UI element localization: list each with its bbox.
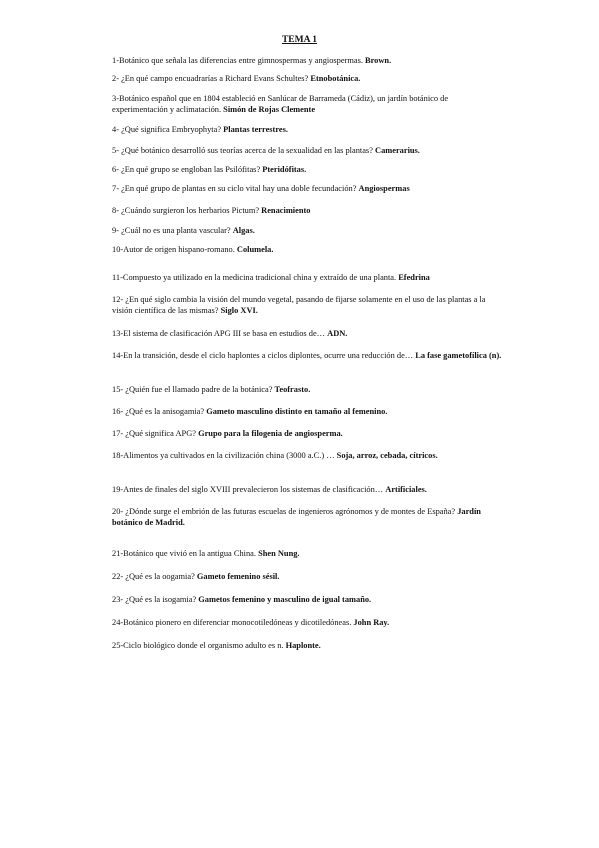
question-item	[112, 145, 502, 156]
answer-text: Siglo XVI.	[220, 306, 258, 315]
question-text: 2- ¿En qué campo encuadrarías a Richard Evans Schultes?	[112, 74, 309, 83]
question-text: 4- ¿Qué significa Embryophyta?	[112, 125, 222, 134]
question-item	[112, 225, 502, 236]
question-item	[112, 205, 502, 216]
question-item	[112, 244, 502, 255]
question-text: 5- ¿Qué botánico desarrolló sus teorías acerca de la sexualidad en las plantas?	[112, 146, 373, 155]
question-item	[112, 594, 507, 605]
question-item	[112, 384, 507, 395]
question-text: 14-En la transición, desde el ciclo haplontes a ciclos diplontes, ocurre una reducción de…	[112, 351, 414, 360]
question-item	[112, 548, 507, 559]
question-item	[112, 428, 507, 439]
answer-text: Algas.	[232, 226, 255, 235]
answer-text: Jardín botánico de Madrid.	[112, 507, 481, 527]
question-text: 7- ¿En qué grupo de plantas en su ciclo vital hay una doble fecundación?	[112, 184, 357, 193]
answer-text: Angiospermas	[358, 184, 410, 193]
answer-text: Efedrina	[398, 273, 430, 282]
question-item	[112, 640, 507, 651]
question-text: 9- ¿Cuál no es una planta vascular?	[112, 226, 231, 235]
question-item	[112, 506, 507, 528]
question-item	[112, 350, 507, 361]
answer-text: Teofrasto.	[274, 385, 311, 394]
question-item	[112, 484, 507, 495]
question-item	[112, 124, 502, 135]
question-text: 21-Botánico que vivió en la antigua China.	[112, 549, 256, 558]
question-item	[112, 55, 502, 66]
answer-text: Artificiales.	[385, 485, 427, 494]
question-item	[112, 406, 507, 417]
question-item	[112, 272, 507, 283]
question-item	[112, 617, 507, 628]
question-text: 25-Ciclo biológico donde el organismo adulto es n.	[112, 641, 284, 650]
question-text: 16- ¿Qué es la anisogamia?	[112, 407, 205, 416]
question-text: 6- ¿En qué grupo se engloban las Psilófitas?	[112, 165, 261, 174]
document-title: TEMA 1	[281, 35, 318, 45]
answer-text: Brown.	[365, 56, 392, 65]
question-item	[112, 450, 507, 461]
question-item	[112, 73, 502, 84]
answer-text: Columela.	[236, 245, 274, 254]
answer-text: Gameto masculino distinto en tamaño al femenino.	[206, 407, 388, 416]
answer-text: Shen Nung.	[258, 549, 300, 558]
question-text: 15- ¿Quién fue el llamado padre de la botánica?	[112, 385, 273, 394]
question-text: 24-Botánico pionero en diferenciar monocotiledóneas y dicotiledóneas.	[112, 618, 352, 627]
question-item	[112, 164, 502, 175]
answer-text: John Ray.	[353, 618, 390, 627]
question-text: 22- ¿Qué es la oogamia?	[112, 572, 195, 581]
question-text: 10-Autor de origen hispano-romano.	[112, 245, 235, 254]
question-text: 1-Botánico que señala las diferencias entre gimnospermas y angiospermas.	[112, 56, 363, 65]
answer-text: Gameto femenino sésil.	[196, 572, 280, 581]
answer-text: ADN.	[327, 329, 348, 338]
answer-text: Soja, arroz, cebada, cítricos.	[336, 451, 438, 460]
answer-text: Grupo para la filogenia de angiosperma.	[198, 429, 343, 438]
answer-text: La fase gametofílica (n).	[415, 351, 502, 360]
answer-text: Simón de Rojas Clemente	[223, 105, 316, 114]
question-text: 23- ¿Qué es la isogamia?	[112, 595, 197, 604]
question-text: 20- ¿Dónde surge el embrión de las futuras escuelas de ingenieros agrónomos y de montes de España?	[112, 507, 456, 516]
question-text: 17- ¿Qué significa APG?	[112, 429, 196, 438]
question-text: 13-El sistema de clasificación APG III se basa en estudios de…	[112, 329, 326, 338]
question-text: 3-Botánico español que en 1804 estableció en Sanlúcar de Barrameda (Cádiz), un jardín botánico de experimentación y aclimatación.	[112, 94, 449, 114]
question-item	[112, 328, 507, 339]
answer-text: Gametos femenino y masculino de igual tamaño.	[198, 595, 372, 604]
answer-text: Plantas terrestres.	[223, 125, 288, 134]
question-item	[112, 183, 502, 194]
question-text: 11-Compuesto ya utilizado en la medicina tradicional china y extraído de una planta.	[112, 273, 397, 282]
answer-text: Haplonte.	[285, 641, 321, 650]
answer-text: Etnobotánica.	[310, 74, 361, 83]
question-text: 19-Antes de finales del siglo XVIII prevalecieron los sistemas de clasificación…	[112, 485, 384, 494]
answer-text: Camerarius.	[375, 146, 420, 155]
answer-text: Pteridófitas.	[262, 165, 307, 174]
question-text: 8- ¿Cuándo surgieron los herbarios Pictum?	[112, 206, 260, 215]
question-item	[112, 294, 507, 316]
answer-text: Renacimiento	[261, 206, 311, 215]
question-item	[112, 571, 507, 582]
question-text: 12- ¿En qué siglo cambia la visión del mundo vegetal, pasando de fijarse solamente en el uso de las plantas a la visión científica de las mismas?	[112, 295, 486, 315]
question-item	[112, 93, 502, 115]
question-text: 18-Alimentos ya cultivados en la civilización china (3000 a.C.) …	[112, 451, 335, 460]
